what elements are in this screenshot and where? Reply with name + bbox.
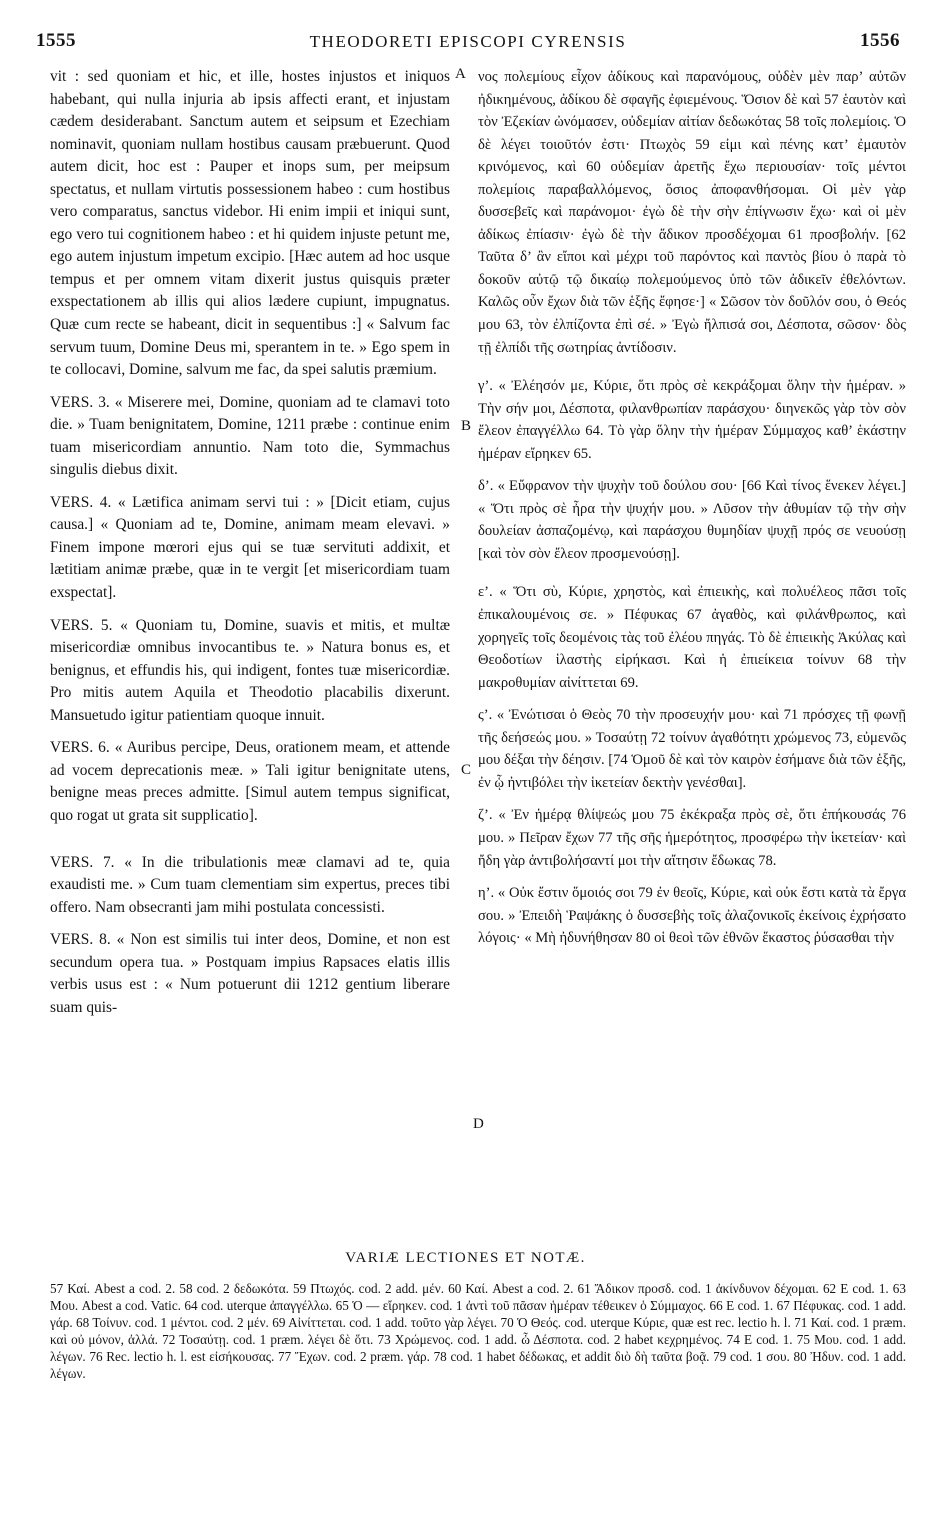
greek-paragraph: η’. « Οὐκ ἔστιν ὅμοιός σοι 79 ἐν θεοῖς, Κύριε, καὶ οὐκ ἔστι κατὰ τὰ ἔργα σου. » Ἐπειδὴ Ῥαψάκης ὁ δυσσεβὴς τοῖς ἀλαζονικοῖς ἐκείνοις ἐχρήσατο λόγοις· « Μὴ ἠδυνήθησαν 80 οἱ θεοὶ τῶν ἐθνῶν ἕκαστος ῥύσασθαι τὴν — [478, 885, 906, 947]
greek-column — [478, 66, 906, 950]
page-header — [36, 30, 900, 58]
latin-paragraph: VERS. 3. « Miserere mei, Domine, quoniam ad te clamavi toto die. » Tuam benignitatem, Domine, 1211 præbe : continue enim tuam misericordiam annuntio. Nam toto die, Symmachus singulis diebus dixit. — [50, 393, 450, 479]
latin-paragraph: VERS. 5. « Quoniam tu, Domine, suavis et mitis, et multæ misericordiæ omnibus invocantibus te. » Natura bonus es, et benignus, et effundis his, qui indigent, fontes tuæ misericordiæ. Pro mitis autem Aquila et Theodotio placabilis dixerunt. Mansuetudo igitur patientiam quoque innuit. — [50, 616, 450, 724]
latin-paragraph: VERS. 6. « Auribus percipe, Deus, orationem meam, et attende ad vocem deprecationis meæ. » Tali igitur benignitate utens, benigne meas preces admitte. [Simul autem tempus significat, quo rogat ut grata sit supplicatio]. — [50, 739, 450, 824]
greek-paragraph: δ’. « Εὔφρανον τὴν ψυχὴν τοῦ δούλου σου· [66 Καὶ τίνος ἕνεκεν λέγει.] « Ὅτι πρὸς σὲ ἦρα τὴν ψυχήν μου. » Λῦσον τὴν ἀθυμίαν τῷ τὴν σὴν δουλείαν ἀσπαζομένῳ, καὶ παράσχου θυμηδίαν ψυχῇ πρός σε νευούσῃ [καὶ τὸν σὸν ἔλεον προσμενούσῃ]. — [478, 478, 906, 562]
latin-column — [50, 66, 450, 1019]
margin-marker-a: A — [455, 66, 466, 82]
latin-paragraph: VERS. 8. « Non est similis tui inter deos, Domine, et non est secundum opera tua. » Postquam impius Rapsaces elatis illis verbis usus est : « Num potuerunt dii 1212 gentium liberare suam quis- — [50, 931, 450, 1016]
latin-paragraph: VERS. 4. « Lætifica animam servi tui : » [Dicit etiam, cujus causa.] « Quoniam ad te, Domine, animam meam elevavi. » Finem impone mœrori ejus qui se tuæ servituti addixit, et lætitiam animæ præbe, quæ in te vergit [et misericordiam tuam exspectat]. — [50, 493, 450, 602]
margin-marker-b: B — [461, 418, 472, 434]
greek-paragraph: ζ’. « Ἐν ἡμέρᾳ θλίψεώς μου 75 ἐκέκραξα πρὸς σὲ, ὅτι ἐπήκουσάς 76 μου. » Πεῖραν ἔχων 77 τῆς σῆς ἡμερότητος, προσφέρω τὴν ἱκετείαν· καὶ ἤδη γὰρ ἀντιβολήσαντί μοι τὴν αἴτησιν ἔδωκας 78. — [478, 807, 906, 869]
left-page-number: 1555 — [36, 30, 76, 51]
margin-marker-d: D — [473, 1116, 484, 1132]
latin-paragraph: VERS. 7. « In die tribulationis meæ clamavi ad te, quia exaudisti me. » Cum tuam clementiam sim expertus, preces tibi offero. Nam obsecranti jam mihi postulata concessisti. — [50, 853, 450, 916]
footnotes: 57 Καί. Abest a cod. 2. 58 cod. 2 δεδωκότα. 59 Πτωχός. cod. 2 add. μέν. 60 Καί. Abest a cod. 2. 61 Ἄδικον προσδ. cod. 1 ἀκίνδυνον δέχομαι. 62 E cod. 1. 63 Μου. Abest a cod. Vatic. 64 cod. uterque ἀπαγγέλλω. 65 Ὁ — εἴρηκεν. cod. 1 ἀντὶ τοῦ πᾶσαν ἡμέραν τέθεικεν ὁ Σύμμαχος. 66 E cod. 1. 67 Πέφυκας. cod. 1 add. γάρ. 68 Τοίνυν. cod. 1 μέντοι. cod. 2 μέν. 69 Αἰνίττεται. cod. 1 add. τοῦτο γὰρ λέγει. 70 Ὁ Θεός. cod. uterque Κύριε, quæ est rec. lectio h. l. 71 Καί. cod. 1 præm. καὶ οὐ μόνον, ἀλλά. 72 Τοσαύτῃ. cod. 1 præm. λέγει δὲ ὅτι. 73 Χρώμενος. cod. 1 add. ὦ Δέσποτα. cod. 2 habet κεχρημένος. 74 E cod. 1. 75 Μου. cod. 1 add. λέγων. 76 Rec. lectio h. l. est εἰσήκουσας. 77 Ἔχων. cod. 2 præm. γάρ. 78 cod. 1 habet δέδωκας, et addit διὸ δὴ ταῦτα βοᾷ. 79 cod. 1 σου. 80 Ἠδυν. cod. 1 add. λέγων. — [50, 1281, 906, 1381]
right-page-number: 1556 — [860, 30, 900, 51]
greek-paragraph: γ’. « Ἐλέησόν με, Κύριε, ὅτι πρὸς σὲ κεκράξομαι ὅλην τὴν ἡμέραν. » Τὴν σήν μοι, Δέσποτα, φιλανθρωπίαν παράσχου· διηνεκῶς γὰρ τὸν σὸν ἔλεον ἐπαγγέλλω 64. Τὸ γὰρ ὅλην τὴν ἡμέραν Σύμμαχος καθ’ ἑκάστην ἡμέραν εἴρηκεν 65. — [478, 378, 906, 462]
greek-paragraph: ς’. « Ἐνώτισαι ὁ Θεὸς 70 τὴν προσευχήν μου· καὶ 71 πρόσχες τῇ φωνῇ τῆς δεήσεώς μου. » Τοσαύτῃ 72 τοίνυν ἀγαθότητι χρώμενος 73, εὐμενῶς μου δέξαι τὴν δέησιν. [74 Ὁμοῦ δὲ καὶ τὸν καιρὸν ἐσήμανε διὰ τῶν ἑξῆς, ἐν ᾧ ἠντιβόλει τὴν ἱκετείαν δεκτὴν γενέσθαι]. — [478, 707, 907, 791]
latin-paragraph: vit : sed quoniam et hic, et ille, hostes injustos et iniquos habebant, qui nulla injuria ab ipsis affecti erant, et injustam cædem desiderabant. Sanctum autem et seipsum et Ezechiam nominavit, quoniam nullam hostibus causam præbuerunt. Quod autem dicit, hoc est : Pauper et inops sum, per meipsum spectatus, et nullam virtutis possessionem habeo : cum hostibus vero comparatus, sanctus videbor. Hi enim impii et iniqui sunt, ego vero tui cognitionem habeo : et hi quidem injuste petunt me, ego autem injustum impetum excipio. [Hæc autem ad hoc usque tempus et per omnem vitam dixerit justus quisquis præter exspectationem ab illis qui alios lædere cupiunt, impugnatus. Quæ cum recte se habeant, dicit in sequentibus :] « Salvum fac servum tuum, Domine Deus mi, sperantem in te. » Ego spem in te collocavi, Domine, salvum me fac, da spei salutis præmium. — [50, 68, 450, 379]
greek-paragraph: ε’. « Ὅτι σὺ, Κύριε, χρηστὸς, καὶ ἐπιεικὴς, καὶ πολυέλεος πᾶσι τοῖς ἐπικαλουμένοις σε. » Πέφυκας 67 ἀγαθὸς, καὶ φιλάνθρωπος, καὶ χορηγεῖς τοῖς δεομένοις τὰς τοῦ ἐλέου πηγάς. Τὸ δὲ ἐπιεικὴς Ἀκύλας καὶ Θεοδοτίων ἱλαστὴς εἰρήκασι. Καὶ ἡ ἐπιείκεια τοίνυν 68 τὴν μακροθυμίαν αἰνίττεται 69. — [478, 584, 906, 691]
running-title: THEODORETI EPISCOPI CYRENSIS — [309, 32, 627, 51]
margin-marker-c: C — [461, 762, 472, 778]
notes-heading: VARIÆ LECTIONES ET NOTÆ. — [345, 1250, 586, 1266]
greek-paragraph: νος πολεμίους εἶχον ἀδίκους καὶ παρανόμους, οὐδὲν μὲν παρ’ αὐτῶν ἠδικημένους, ἀδίκου δὲ σφαγῆς ἐφιεμένους. Ὅσιον δὲ καὶ 57 ἑαυτὸν καὶ τὸν Ἐζεκίαν ὠνόμασεν, οὐδεμίαν αἰτίαν δεδωκότας 58 τοῖς πολεμίοις. Ὁ δὲ λέγει τοιοῦτόν ἐστι· Πτωχὸς 59 εἰμι καὶ πένης κατ’ ἐμαυτὸν κρινόμενος, καὶ 60 οὐδεμίαν ἀρετῆς ἔχω περιουσίαν· τοῖς μέντοι πολεμίοις παραβαλλόμενος, ὅσιος ἀποφανθήσομαι. Οἱ μὲν γὰρ δυσσεβεῖς καὶ παράνομοι· ἐγὼ δὲ τὴν σὴν ἐπίγνωσιν ἔχω· καὶ οἱ μὲν ἀδίκως ἐπίασιν· ἐγὼ δὲ τὴν ἄδικον προσδέχομαι 61 προσβολήν. [62 Ταῦτα δ’ ἂν εἴποι καὶ μέχρι τοῦ παρόντος καὶ παντὸς βίου ὁ παρὰ τὸ δοκοῦν αὐτῷ τῷ δικαίῳ πολεμούμενος ὑπὸ τῶν ἀδικεῖν ἐθελόντων. Καλῶς οὖν ἔχων διὰ τῶν ἑξῆς ἔφησε·] « Σῶσον τὸν δοῦλόν σου, ὁ Θεός μου 63, τὸν ἐλπίζοντα ἐπὶ σέ. » Ἐγὼ ἤλπισά σοι, Δέσποτα, σῶσον· δὸς τῇ ἐλπίδι τῆς σωτηρίας ἀντίδοσιν. — [478, 69, 906, 356]
